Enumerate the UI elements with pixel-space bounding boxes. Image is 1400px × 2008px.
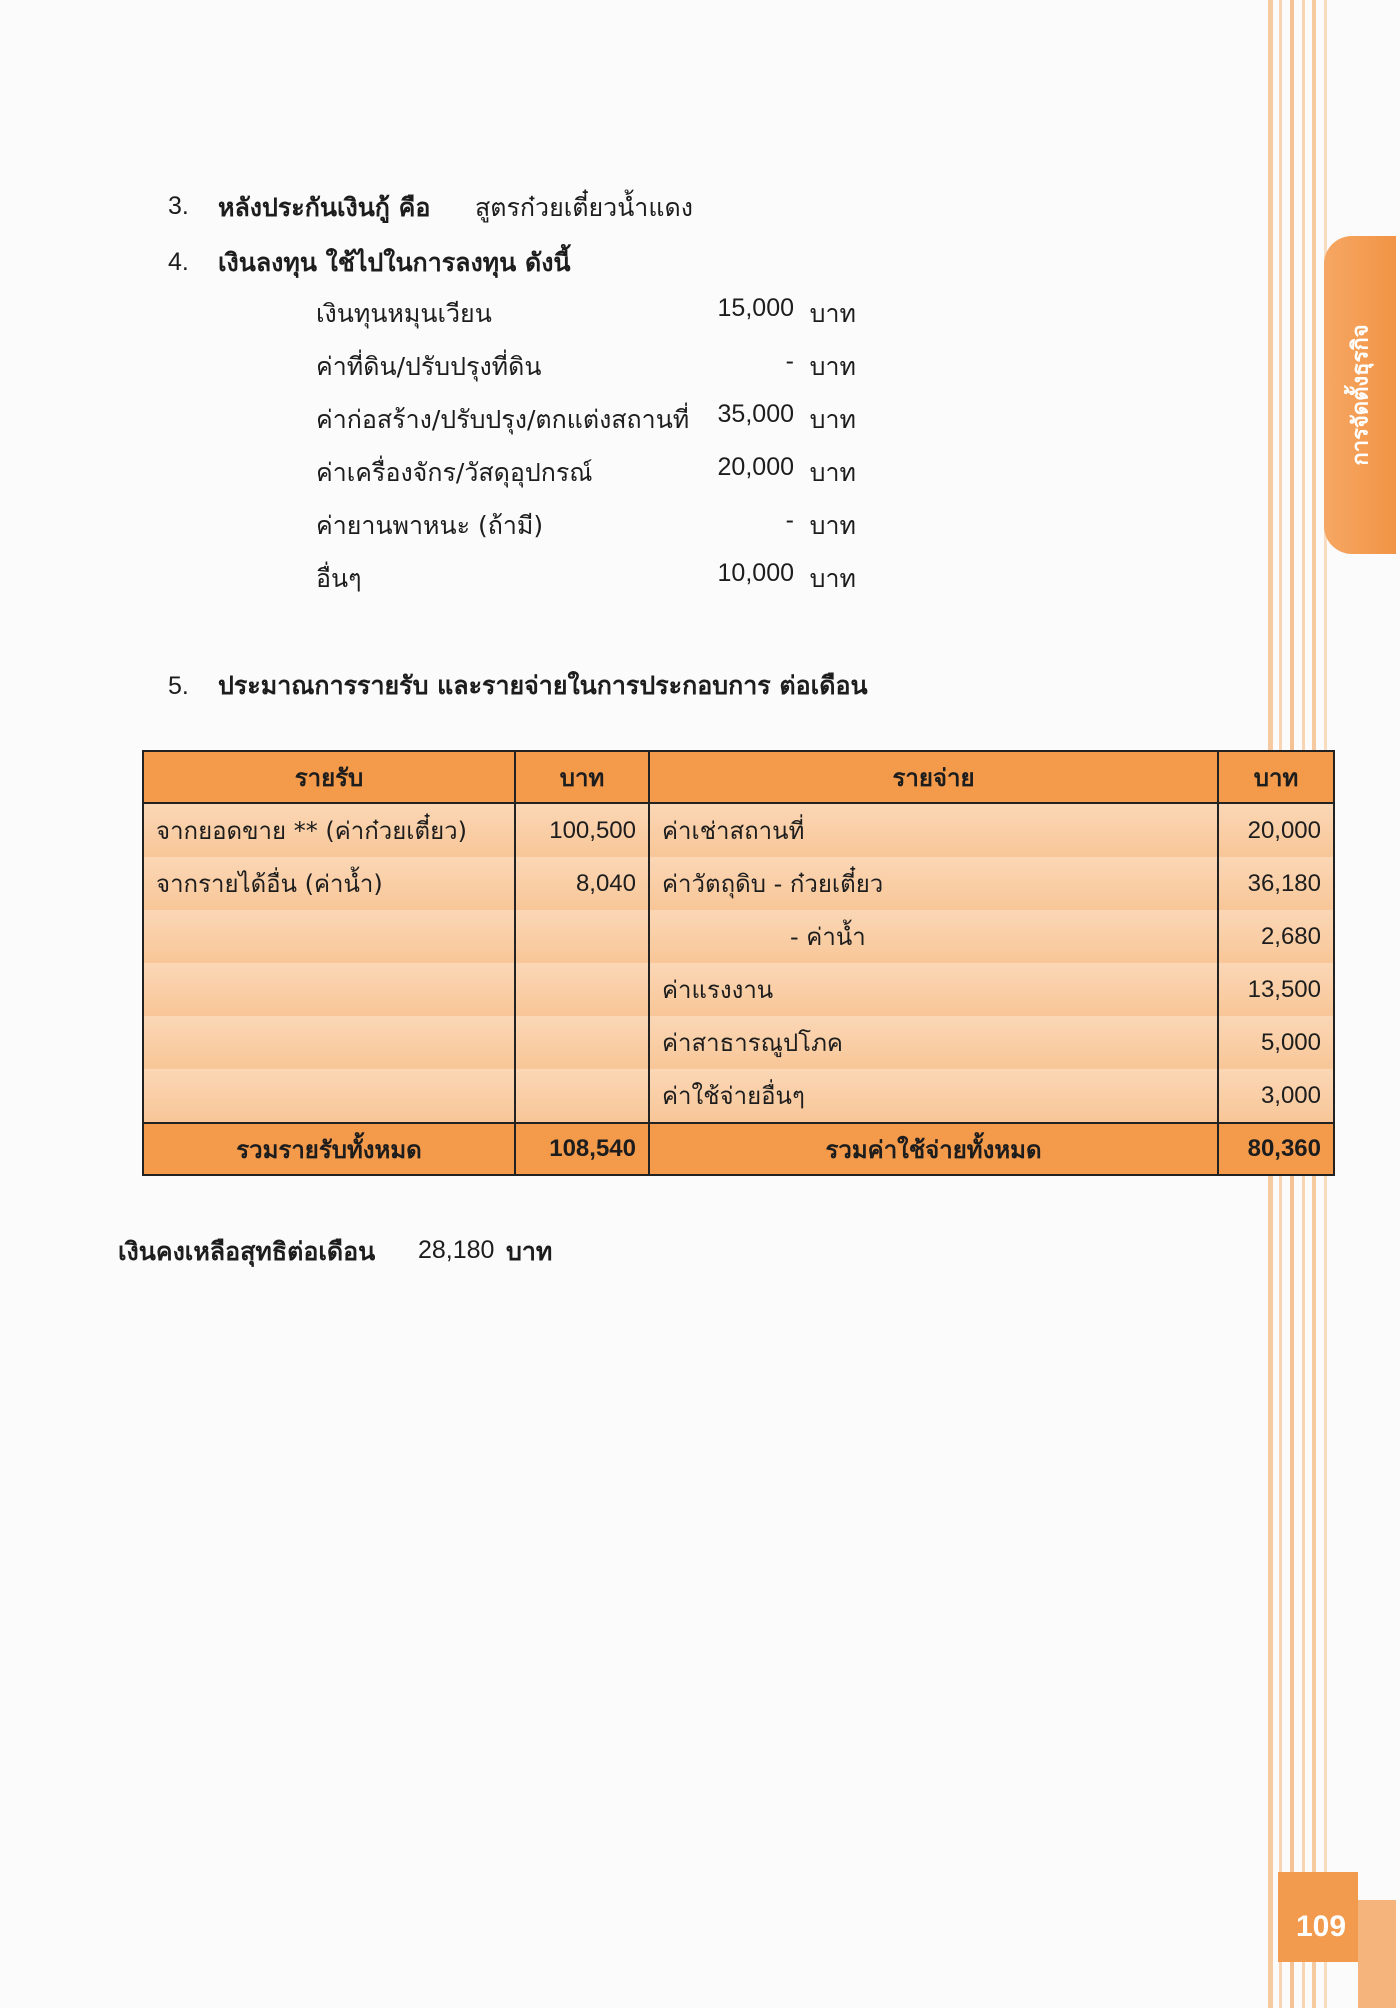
expense-amount-cell: 2,680 (1218, 910, 1334, 963)
investment-amount: - (785, 347, 794, 375)
income-amount-cell: 100,500 (515, 803, 649, 857)
investment-unit: บาท (809, 511, 856, 540)
net-balance-unit: บาท (506, 1237, 553, 1266)
item5-label: ประมาณการรายรับ และรายจ่ายในการประกอบการ ต่อเดือน (218, 671, 868, 700)
table-row (143, 1069, 1334, 1123)
header-expense: รายจ่าย (649, 751, 1218, 803)
header-income: รายรับ (143, 751, 515, 803)
item3-label: หลังประกันเงินกู้ คือ (218, 193, 431, 222)
expense-amount-cell: 36,180 (1218, 857, 1334, 910)
total-income-label: รวมรายรับทั้งหมด (143, 1123, 515, 1175)
expense-cell: ค่าเช่าสถานที่ (649, 803, 1218, 857)
chapter-side-tab-label: การจัดตั้งธุรกิจ (1348, 324, 1374, 466)
investment-row (316, 506, 856, 546)
income-cell: จากยอดขาย ** (ค่าก๋วยเตี๋ยว) (143, 803, 515, 857)
investment-amount: - (785, 506, 794, 534)
investment-row (316, 453, 856, 493)
table-total-row (143, 1123, 1334, 1175)
investment-row (316, 294, 856, 334)
table-header-row (143, 751, 1334, 803)
investment-unit: บาท (809, 564, 856, 593)
expense-amount-cell: 20,000 (1218, 803, 1334, 857)
expense-cell: ค่าสาธารณูปโภค (649, 1016, 1218, 1069)
item4-label: เงินลงทุน ใช้ไปในการลงทุน ดังนี้ (218, 248, 571, 277)
income-cell (143, 1016, 515, 1069)
investment-label: ค่ายานพาหนะ (ถ้ามี) (316, 511, 544, 540)
table-row (143, 910, 1334, 963)
investment-row (316, 347, 856, 387)
investment-label: ค่าก่อสร้าง/ปรับปรุง/ตกแต่งสถานที่ (316, 405, 690, 434)
expense-amount-cell: 3,000 (1218, 1069, 1334, 1123)
item4-number: 4. (168, 248, 189, 276)
investment-label: ค่าเครื่องจักร/วัสดุอุปกรณ์ (316, 458, 593, 487)
investment-label: อื่นๆ (316, 564, 362, 593)
investment-unit: บาท (809, 405, 856, 434)
income-amount-cell: 8,040 (515, 857, 649, 910)
net-balance-amount: 28,180 (418, 1236, 495, 1264)
expense-amount-cell: 5,000 (1218, 1016, 1334, 1069)
expense-cell: ค่าวัตถุดิบ - ก๋วยเตี๋ยว (649, 857, 1218, 910)
investment-amount: 35,000 (717, 400, 794, 428)
investment-unit: บาท (809, 458, 856, 487)
table-row (143, 803, 1334, 857)
page-number-accent (1358, 1900, 1396, 2008)
income-amount-cell (515, 1069, 649, 1123)
expense-amount-cell: 13,500 (1218, 963, 1334, 1016)
expense-cell: ค่าใช้จ่ายอื่นๆ (649, 1069, 1218, 1123)
item5-number: 5. (168, 672, 189, 700)
investment-unit: บาท (809, 299, 856, 328)
investment-unit: บาท (809, 352, 856, 381)
investment-amount: 20,000 (717, 453, 794, 481)
income-amount-cell (515, 910, 649, 963)
header-income-baht: บาท (515, 751, 649, 803)
header-expense-baht: บาท (1218, 751, 1334, 803)
item3-number: 3. (168, 192, 189, 220)
chapter-side-tab (1324, 236, 1396, 554)
income-cell (143, 963, 515, 1016)
total-expense-amount: 80,360 (1218, 1123, 1334, 1175)
investment-label: ค่าที่ดิน/ปรับปรุงที่ดิน (316, 352, 542, 381)
income-cell: จากรายได้อื่น (ค่าน้ำ) (143, 857, 515, 910)
total-expense-label: รวมค่าใช้จ่ายทั้งหมด (649, 1123, 1218, 1175)
page-number: 109 (1296, 1910, 1347, 1943)
investment-amount: 15,000 (717, 294, 794, 322)
investment-row (316, 559, 856, 599)
income-cell (143, 1069, 515, 1123)
net-balance-label: เงินคงเหลือสุทธิต่อเดือน (118, 1237, 376, 1266)
income-expense-table (142, 750, 1335, 1176)
table-row (143, 963, 1334, 1016)
total-income-amount: 108,540 (515, 1123, 649, 1175)
item3-value: สูตรก๋วยเตี๋ยวน้ำแดง (475, 193, 693, 222)
income-amount-cell (515, 963, 649, 1016)
income-amount-cell (515, 1016, 649, 1069)
investment-amount: 10,000 (717, 559, 794, 587)
investment-label: เงินทุนหมุนเวียน (316, 299, 492, 328)
table-row (143, 857, 1334, 910)
income-cell (143, 910, 515, 963)
investment-row (316, 400, 856, 440)
table-row (143, 1016, 1334, 1069)
expense-cell: ค่าแรงงาน (649, 963, 1218, 1016)
expense-cell: - ค่าน้ำ (649, 910, 1218, 963)
